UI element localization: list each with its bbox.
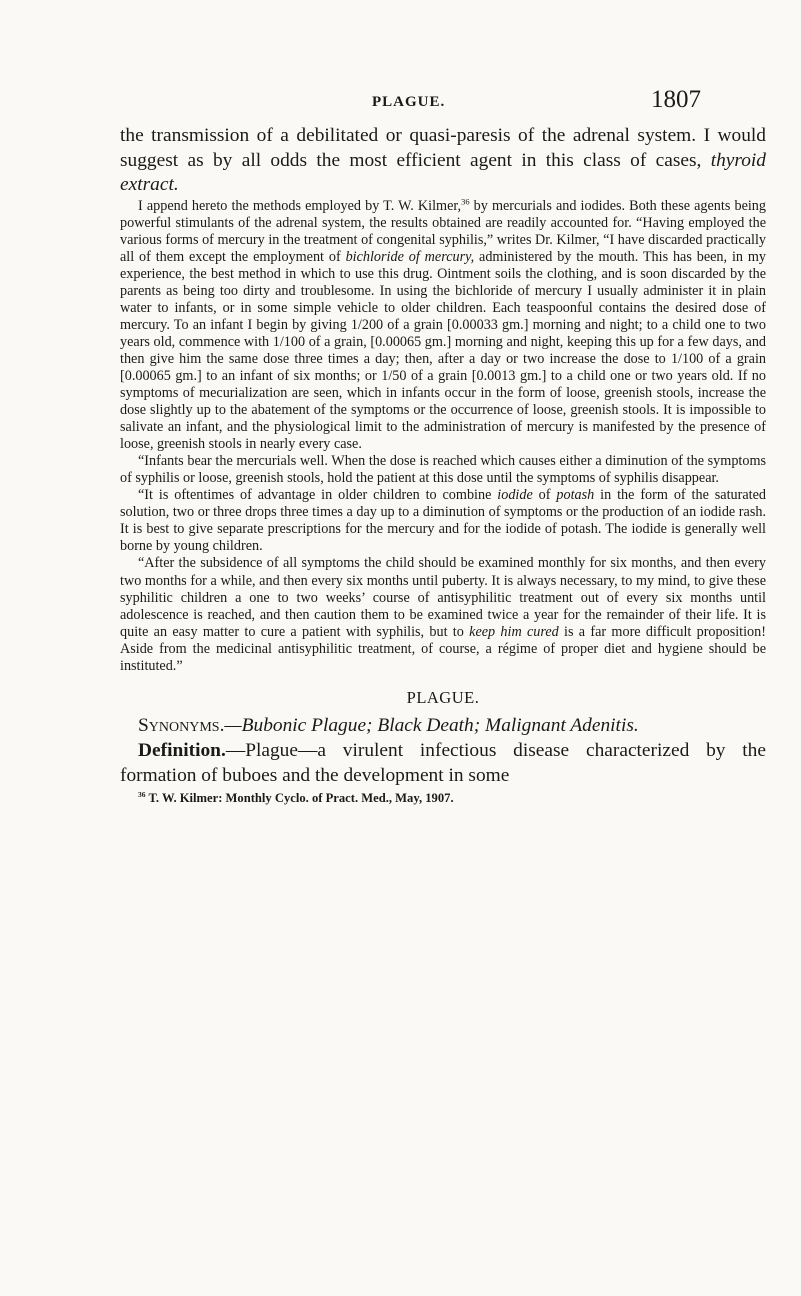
text-span: I append hereto the methods employed by T. W. Kilmer, xyxy=(138,197,462,214)
kilmer-paragraph xyxy=(120,195,767,454)
synonyms-paragraph xyxy=(120,713,766,738)
text-span: of a grain, [0.00065 gm.] morning and night, keeping this up for a few days, and then give him the same dose three times a day; then, after a day or two increase the dose to xyxy=(120,333,767,367)
text-span: of a grain [0.00033 gm.] morning and night; to a child one to two years old, commence with xyxy=(120,316,767,350)
emphasis: iodide xyxy=(497,487,533,504)
infants-paragraph: “Infants bear the mercurials well. When the dose is reached which causes either a diminution of the symptoms of syphilis or loose, greenish stools, hold the patient at this dose until the symptoms of syphilis disappear. xyxy=(120,453,766,487)
emphasis: potash xyxy=(556,487,595,504)
fraction: 1/100 xyxy=(272,333,306,350)
footnote xyxy=(138,791,766,806)
text-span: “It is oftentimes of advantage in older children to combine xyxy=(138,487,498,504)
subsidence-paragraph xyxy=(120,555,766,674)
text-span: “After the subsidence of all symptoms the child should be examined monthly for six months, and then every two months for a while, and then every six months until puberty. It is always necessary, to my mind, to give these syphilitic children a one to two weeks’ course of antisyphilitic treatment out of every six months until adolescence is reached, and then caution them to be examined twice a year for the remainder of their life. It is quite an easy matter to cure a patient with syphilis, but to xyxy=(120,555,766,640)
text-span: administered by the mouth. This has been, in my experience, the best method in which to use this drug. Ointment soils the clothing, and is soon discarded by the parents as being too dirty and troublesome. In using the bichloride of mercury I usually administer it in plain water to infants, or in some simple vehicle to older children. Each teaspoonful contains the desired dose of mercury. To an infant I begin by giving xyxy=(120,248,766,333)
footnote-number: 36 xyxy=(138,789,146,799)
text-span: by mercurials and iodides. Both these agents being powerful stimulants of the adrenal system, the results obtained are readily accounted for. “Having employed the various forms of mercury in the treatment of congenital syphilis,” writes Dr. Kilmer, “I have discarded practically all of them except the employment of xyxy=(120,197,766,265)
synonyms-text: —Bubonic Plague; Black Death; Malignant Adenitis. xyxy=(224,714,639,736)
iodide-paragraph xyxy=(120,487,766,555)
text-span: of xyxy=(532,487,557,504)
lead-text: the transmission of a debilitated or quasi-paresis of the adrenal system. I would suggest as by all odds the most efficient agent in this class of cases, xyxy=(120,125,766,171)
definition-label: Definition. xyxy=(138,739,226,761)
fraction: 1/200 xyxy=(350,316,384,333)
fraction: 1/100 xyxy=(670,350,704,367)
lead-emphasis: thyroid extract. xyxy=(120,149,766,195)
definition-text: —Plague—a virulent infectious disease characterized by the formation of buboes and the development in some xyxy=(120,739,766,786)
text-span: is a far more difficult proposition! Aside from the medicinal antisyphilitic treatment, of course, a régime of proper diet and hygiene should be instituted.” xyxy=(120,623,766,674)
text-span: in the form of the saturated solution, two or three drops three times a day up to a diminution of symptoms or the production of an iodide rash. It is best to give separate prescriptions for the mercury and for the iodide of potash. The iodide is generally well borne by young children. xyxy=(120,487,766,555)
emphasis: bichloride of mercury, xyxy=(345,248,475,265)
fraction: 1/50 xyxy=(381,367,407,384)
section-title: PLAGUE. xyxy=(406,687,480,707)
definition-paragraph xyxy=(120,738,766,788)
synonyms-label: Synonyms. xyxy=(138,714,225,736)
running-head: PLAGUE. xyxy=(372,94,446,110)
footnote-text: T. W. Kilmer: Monthly Cyclo. of Pract. Med., May, 1907. xyxy=(145,790,454,805)
text-span: of a grain [0.0013 gm.] to a child one or two years old. If no symptoms of mecurialization are seen, which in infants occur in the form of loose, greenish stools, increase the dose slightly up to the abatement of the symptoms or the occurrence of loose, greenish stools. It is impossible to salivate an infant, and the physiological limit to the administration of mercury is manifested by the presence of loose, greenish stools in nearly every case. xyxy=(120,367,766,453)
page-number: 1807 xyxy=(651,86,701,113)
emphasis: keep him cured xyxy=(469,623,559,640)
lead-paragraph xyxy=(120,124,766,198)
page-header xyxy=(0,88,801,118)
text-span: of a grain [0.00065 gm.] to an infant of six months; or xyxy=(120,350,766,384)
page-content xyxy=(120,124,766,806)
footnote-ref: 36 xyxy=(461,195,470,206)
